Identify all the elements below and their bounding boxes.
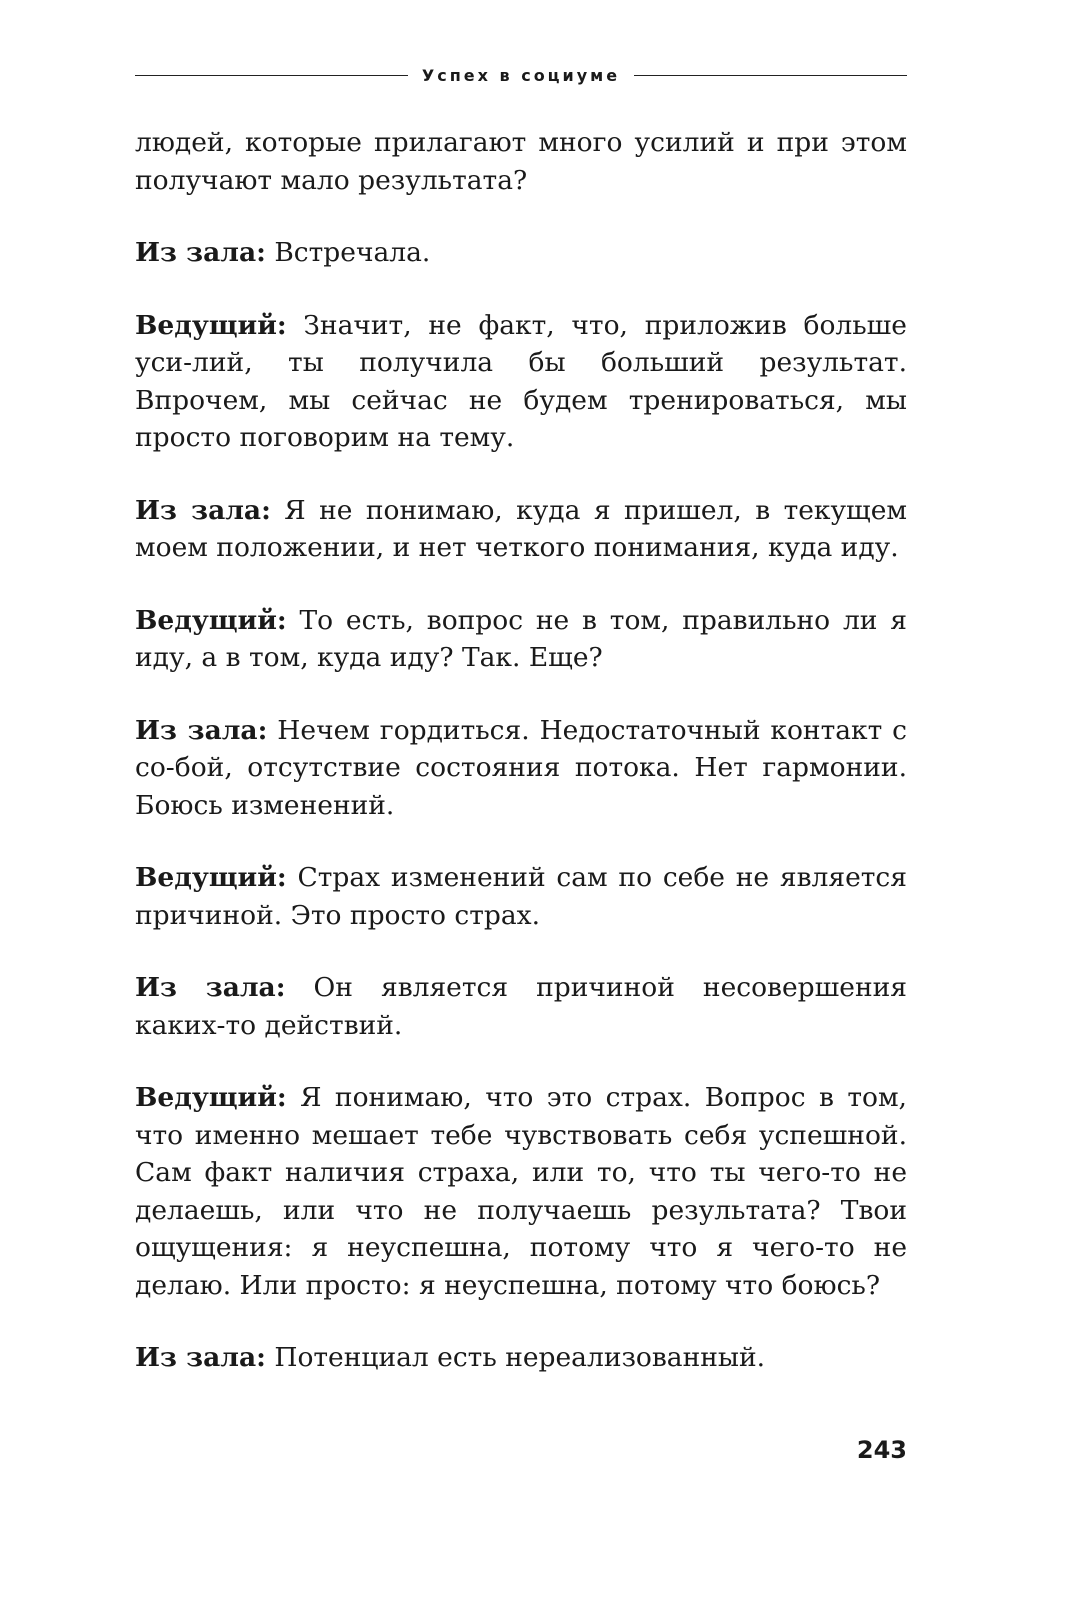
header-rule-left [135,75,408,76]
paragraph-3 [135,307,907,457]
paragraph-8 [135,969,907,1044]
paragraph-7 [135,859,907,934]
speaker-label: Из зала: [135,714,268,746]
paragraph-2 [135,234,907,272]
speaker-label: Из зала: [135,972,286,1003]
paragraph-text: Он является причиной несовершения каких-то действий. [135,972,907,1041]
paragraph-6 [135,712,907,825]
paragraph-text: Я не понимаю, куда я пришел, в текущем моем положении, и нет четкого понимания, куда иду. [135,494,907,563]
speaker-label: Из зала: [135,237,266,268]
paragraph-10 [135,1339,907,1377]
paragraph-text: Встречала. [265,237,431,268]
paragraph-4 [135,492,907,567]
paragraph-9 [135,1079,907,1304]
speaker-label: Из зала: [135,1342,266,1373]
paragraph-text: Я понимаю, что это страх. Вопрос в том, что именно мешает тебе чувствовать себя успешной. Сам факт наличия страха, или то, что ты чего-то не делаешь, или что не получаешь результата? Твои ощущения: я неуспешна, потому что я чего-то не делаю. Или просто: я неуспешна, потому что боюсь? [135,1082,907,1301]
speaker-label: Из зала: [135,494,271,526]
paragraph-text: Страх изменений сам по себе не является причиной. Это просто страх. [135,862,907,931]
running-title: Успех в социуме [421,65,621,85]
header-rule-right [634,75,907,76]
paragraph-text: Потенциал есть нереализованный. [265,1342,766,1373]
page-number: 243 [856,1436,907,1464]
paragraph-5 [135,602,907,677]
paragraph-text: Нечем гордиться. Недостаточный контакт с со-бой, отсутствие состояния потока. Нет гармонии. Боюсь изменений. [135,714,907,821]
running-header [135,62,907,88]
speaker-label: Ведущий: [135,1082,287,1113]
paragraph-text: То есть, вопрос не в том, правильно ли я иду, а в том, куда иду? Так. Еще? [135,604,907,673]
speaker-label: Ведущий: [135,862,287,893]
speaker-label: Ведущий: [135,309,287,341]
speaker-label: Ведущий: [135,604,287,636]
paragraph-text: людей, которые прилагают много усилий и при этом получают мало результата? [135,127,907,196]
page-body [135,124,907,1412]
paragraph-text: Значит, не факт, что, приложив больше уси-лий, ты получила бы больший результат. Впрочем, мы сейчас не будем тренироваться, мы просто поговорим на тему. [135,309,907,453]
paragraph-1 [135,124,907,199]
